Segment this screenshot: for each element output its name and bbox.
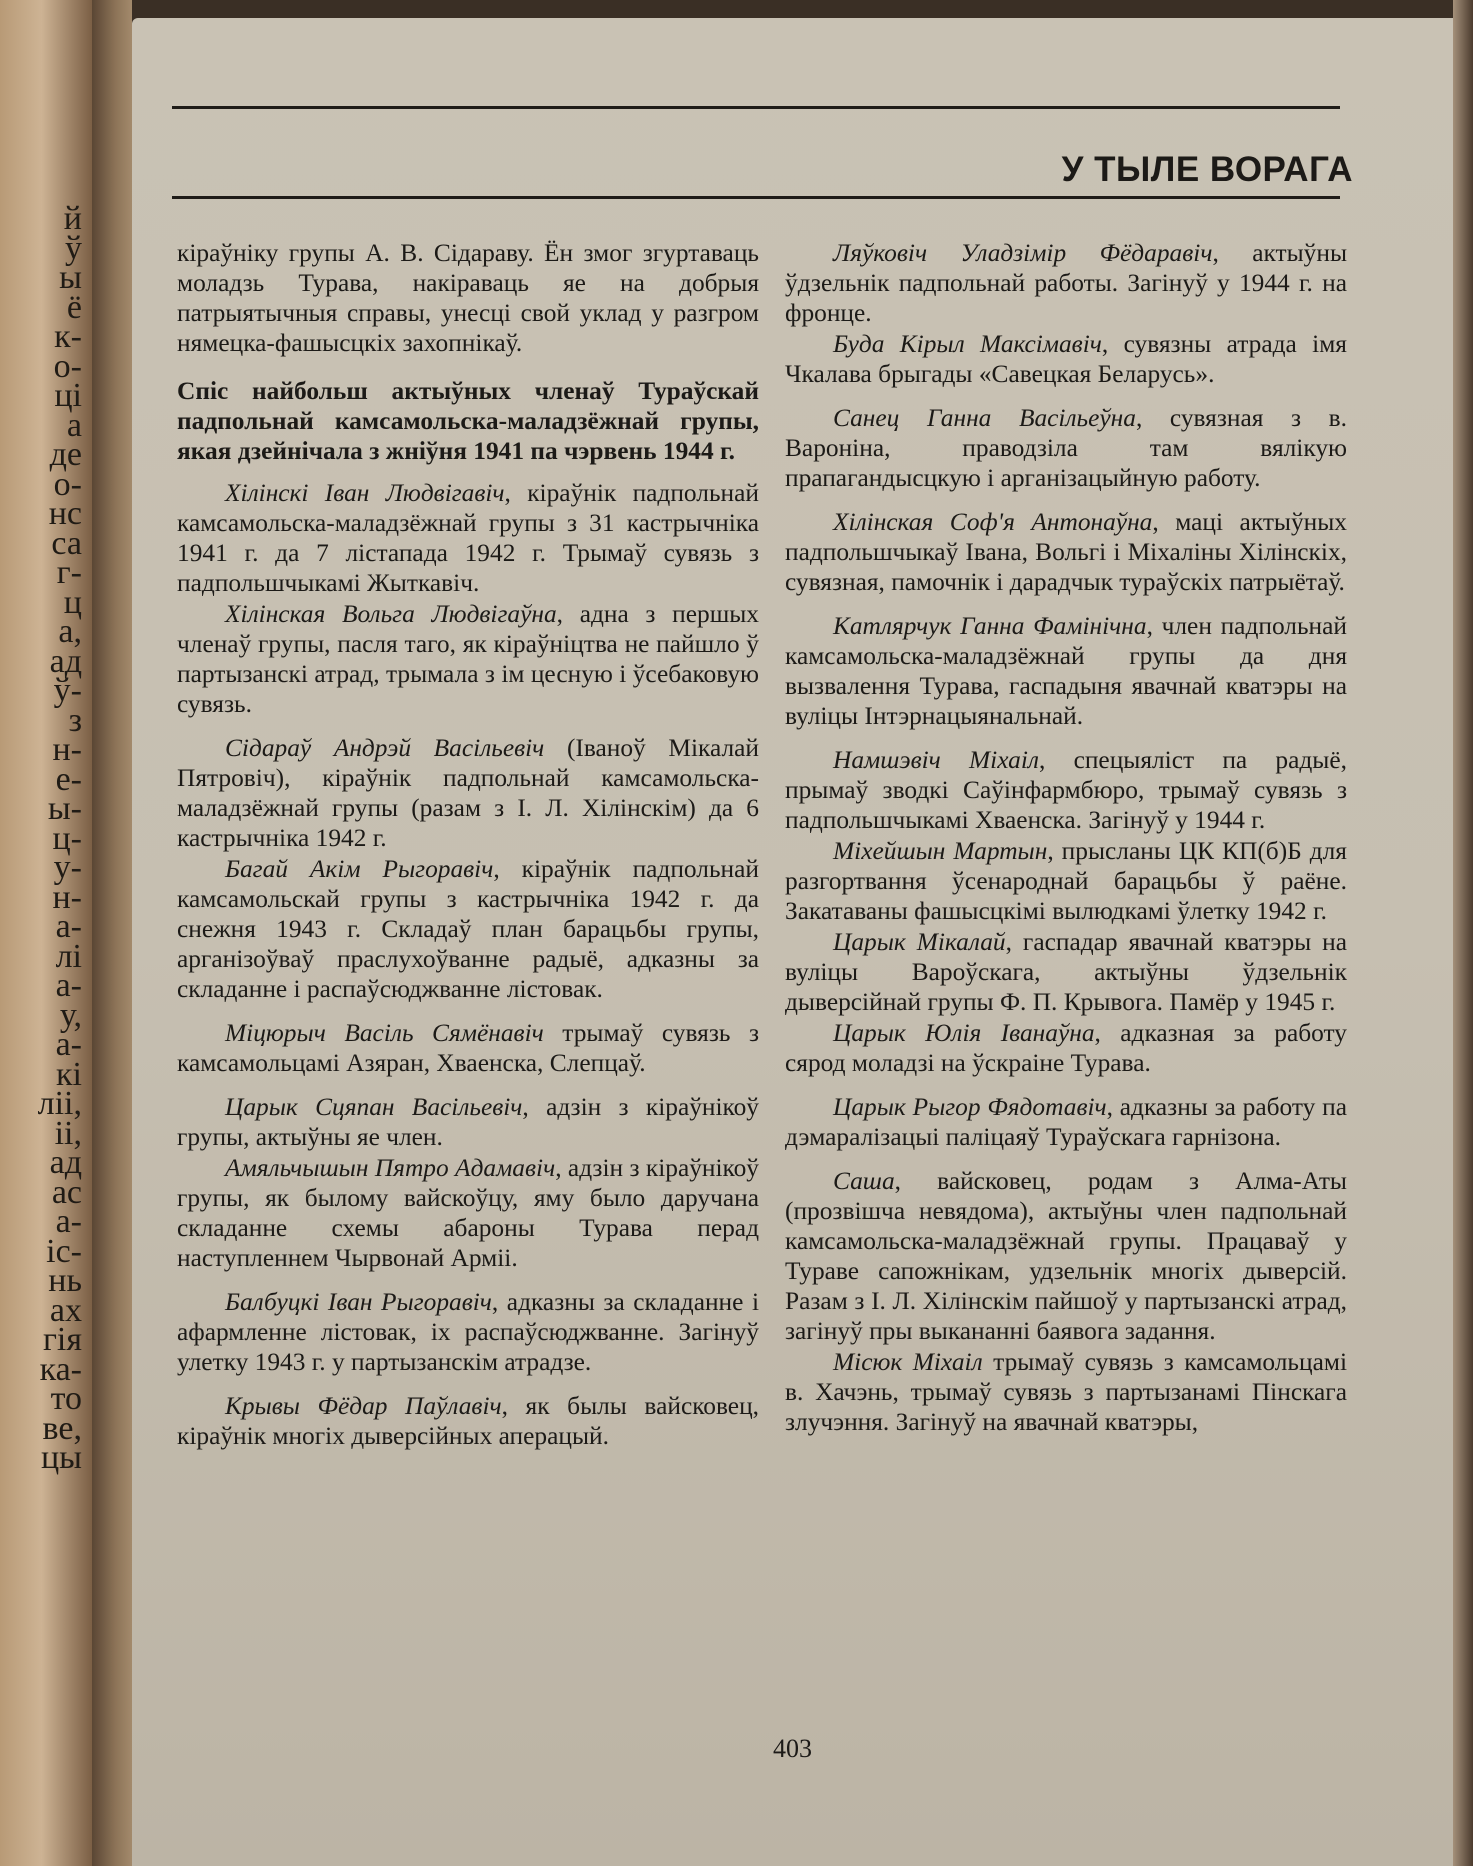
- running-header-title: У ТЫЛЕ ВОРАГА: [1061, 150, 1353, 189]
- person-name: Амяльчышын Пятро Адамавіч: [225, 1154, 556, 1182]
- left-page-fragment: а-: [55, 908, 82, 945]
- person-name: Хілінскі Іван Людвігавіч: [225, 479, 505, 507]
- person-name: Царык Мікалай: [833, 928, 1006, 956]
- entry-text: , кіраўнік падпольнай камсамольскай групы з кастрычніка 1942 г. да снежня 1943 г. Складаў план барацьбы групы, арганізоўваў праслухоўванне радыё, адказны за складанне і распаўсюджванне лістовак.: [177, 855, 759, 1003]
- entry-paragraph: [177, 733, 759, 853]
- left-page-fragment: лі: [55, 937, 82, 975]
- left-page-fragment: гія: [42, 1321, 82, 1358]
- entry-text: , спецыяліст па радыё, прымаў зводкі Саўінфармбюро, трымаў сувязь з падпольшчыкамі Хваенска. Загінуў у 1944 г.: [785, 746, 1347, 834]
- left-page-fragment: ў: [65, 229, 82, 267]
- left-page-fragment: з: [68, 701, 82, 739]
- right-entries-list: [785, 238, 1347, 1437]
- left-page-fragment: ад: [49, 642, 82, 680]
- entry-paragraph: [785, 611, 1347, 731]
- person-name: Царык Юлія Іванаўна: [833, 1019, 1095, 1047]
- left-page-fragment: ад: [49, 1144, 82, 1181]
- entry-text: , адзін з кіраўнікоў групы, як былому вайскоўцу, яму было даручана складанне схемы абароны Турава перад наступленнем Чырвонай Арміі.: [177, 1154, 759, 1272]
- person-name: Сідараў Андрэй Васільевіч: [225, 734, 545, 762]
- left-page-fragment: ў-: [53, 672, 82, 709]
- left-page-fragment: а-: [55, 1203, 82, 1240]
- entry-text: , сувязны атрада імя Чкалава брыгады «Савецкая Беларусь».: [785, 330, 1347, 388]
- entry-text: , прысланы ЦК КП(б)Б для разгортвання ўсенароднай барацьбы ў раёне. Закатаваны фашысцкімі вылюдкамі ўлетку 1942 г.: [785, 837, 1347, 925]
- entry-text: , адна з першых членаў групы, пасля таго, як кіраўніцтва не пайшло ў партызанскі атрад, трымала з ім цесную і ўсебаковую сувязь.: [177, 600, 759, 718]
- left-page-fragment: н-: [52, 731, 82, 768]
- entry-paragraph: [785, 1018, 1347, 1078]
- entry-text: , кіраўнік падпольнай камсамольска-маладзёжнай групы з 31 кастрычніка 1941 г. да 7 лістапада 1942 г. Трымаў сувязь з падпольшчыкамі Жыткавіч.: [177, 479, 759, 597]
- person-name: Царык Сцяпан Васільевіч: [225, 1093, 523, 1121]
- list-heading: Спіс найбольш актыўных членаў Тураўскай падпольнай камсамольска-маладзёжнай групы, якая дзейнічала з жніўня 1941 па чэрвень 1944 г.: [177, 377, 759, 465]
- left-page-edge: [0, 0, 92, 1866]
- entry-paragraph: [177, 1092, 759, 1152]
- entry-text: , адказная за работу сярод моладзі на ўскраіне Турава.: [785, 1019, 1347, 1077]
- left-page-fragment: іі,: [54, 1114, 82, 1152]
- header-rule-top: [172, 106, 1340, 109]
- entry-text: , адзін з кіраўнікоў групы, актыўны яе член.: [177, 1093, 759, 1151]
- entry-text: трымаў сувязь з камсамольцамі в. Хачэнь, трымаў сувязь з партызанамі Пінскага злучэння. Загінуў на явачнай кватэры,: [785, 1348, 1347, 1436]
- entry-paragraph: [785, 238, 1347, 328]
- entry-paragraph: [177, 1391, 759, 1451]
- left-page-fragment: де: [49, 436, 82, 473]
- left-page-fragment: кі: [56, 1055, 82, 1093]
- entry-paragraph: [177, 1287, 759, 1377]
- left-page-fragment: цы: [40, 1439, 82, 1476]
- entry-text: , маці актыўных падпольшчыкаў Івана, Вольгі і Міхаліны Хілінскіх, сувязная, памочнік і дарадчык тураўскіх патрыётаў.: [785, 508, 1348, 596]
- person-name: Багай Акім Рыгоравіч: [225, 855, 494, 883]
- entry-text: , гаспадар явачнай кватэры на вуліцы Вароўскага, актыўны ўдзельнік дыверсійнай групы Ф. П. Крывога. Памёр у 1945 г.: [785, 928, 1347, 1016]
- entry-paragraph: [785, 403, 1347, 493]
- left-page-fragment: нс: [48, 495, 82, 532]
- entry-text: , член падпольнай камсамольска-маладзёжнай групы да дня вызвалення Турава, гаспадыня явачнай кватэры на вуліцы Інтэрнацыянальнай.: [785, 612, 1348, 730]
- person-name: Катлярчук Ганна Фамінічна: [833, 612, 1147, 640]
- left-page-fragment: ё: [66, 288, 82, 326]
- left-page-fragment: г-: [56, 554, 82, 591]
- left-page-fragment: у,: [59, 996, 82, 1034]
- person-name: Міхейшын Мартын: [833, 837, 1048, 865]
- entry-paragraph: [177, 854, 759, 1004]
- person-name: Балбуцкі Іван Рыгоравіч: [225, 1288, 492, 1316]
- left-entries-list: [177, 478, 759, 1451]
- left-page-fragment: у-: [53, 849, 82, 886]
- entry-paragraph: [177, 478, 759, 598]
- page-number: 403: [773, 1734, 812, 1763]
- entry-paragraph: [785, 1092, 1347, 1152]
- entry-text: , сувязная з в. Вароніна, праводзіла там вялікую прапагандысцкую і арганізацыйную работу.: [785, 404, 1347, 492]
- person-name: Хілінская Соф'я Антонаўна: [833, 508, 1153, 536]
- left-page-fragment: ас: [51, 1173, 82, 1211]
- right-page-edge: [1453, 0, 1473, 1866]
- left-page-fragment: а-: [55, 967, 82, 1004]
- person-name: Намшэвіч Міхаіл: [833, 746, 1039, 774]
- left-page-fragment: іс-: [46, 1232, 82, 1270]
- left-page-fragment: к-: [54, 318, 82, 355]
- right-text-column: [785, 238, 1347, 1438]
- left-page-fragment: е-: [55, 760, 82, 798]
- person-name: Місюк Міхаіл: [833, 1348, 983, 1376]
- person-name: Крывы Фёдар Паўлавіч: [225, 1392, 502, 1420]
- left-page-fragment: са: [51, 524, 82, 562]
- entry-text: , вайсковец, родам з Алма-Аты (прозвішча невядома), актыўны член падпольнай камсамольска-маладзёжнай групы. Працаваў у Тураве сапожнікам, удзельнік многіх дыверсій. Разам з І. Л. Хілінскім пайшоў у партызанскі атрад, загінуў пры выкананні баявога задання.: [785, 1167, 1347, 1345]
- person-name: Царык Рыгор Фядотавіч: [833, 1093, 1107, 1121]
- left-page-fragment: ц: [63, 583, 82, 621]
- left-page-fragment: то: [50, 1380, 82, 1417]
- left-page-fragment: ы: [59, 259, 82, 296]
- book-page: [132, 18, 1453, 1866]
- entry-text: , актыўны ўдзельнік падпольнай работы. Загінуў у 1944 г. на фронце.: [785, 239, 1348, 327]
- left-page-fragment: ы-: [47, 790, 82, 827]
- left-page-fragment: ці: [54, 377, 82, 414]
- left-page-fragment: нь: [48, 1262, 82, 1299]
- entry-paragraph: [785, 745, 1347, 835]
- entry-paragraph: [177, 599, 759, 719]
- left-page-fragment: о-: [53, 465, 82, 503]
- entry-paragraph: [785, 329, 1347, 389]
- person-name: Санец Ганна Васільеўна: [833, 404, 1136, 432]
- person-name: Саша: [833, 1167, 895, 1195]
- left-page-fragment: й: [63, 200, 82, 237]
- entry-paragraph: [785, 836, 1347, 926]
- entry-text: (Іваноў Мікалай Пятровіч), кіраўнік падпольнай камсамольска-маладзёжнай групы (разам з І. Л. Хілінскім) да 6 кастрычніка 1942 г.: [177, 734, 759, 852]
- header-rule-bottom: [172, 196, 1340, 199]
- entry-paragraph: [785, 927, 1347, 1017]
- intro-paragraph: кіраўніку групы А. В. Сідараву. Ён змог згуртаваць моладзь Турава, накіраваць яе на добрыя патрыятычныя справы, унесці свой уклад у разгром нямецка-фашысцкіх захопнікаў.: [177, 239, 759, 357]
- left-page-fragment: о-: [53, 347, 82, 385]
- left-page-fragment: а-: [55, 1026, 82, 1063]
- person-name: Міцюрыч Васіль Сямёнавіч: [225, 1019, 544, 1047]
- left-page-fragment: ліі,: [37, 1085, 82, 1122]
- entry-paragraph: [785, 507, 1347, 597]
- entry-text: трымаў сувязь з камсамольцамі Азяран, Хваенска, Слепцаў.: [177, 1019, 759, 1077]
- left-page-fragment: ах: [49, 1291, 82, 1329]
- entry-text: , адказны за работу па дэмаралізацыі паліцаяў Тураўскага гарнізона.: [785, 1093, 1347, 1151]
- entry-text: , як былы вайсковец, кіраўнік многіх дыверсійных аперацый.: [177, 1392, 759, 1450]
- left-page-fragment: ве,: [42, 1409, 82, 1447]
- entry-text: , адказны за складанне і афармленне лістовак, іх распаўсюджванне. Загінуў улетку 1943 г. у партызанскім атрадзе.: [177, 1288, 759, 1376]
- entry-paragraph: [785, 1166, 1347, 1346]
- person-name: Ляўковіч Уладзімір Фёдаравіч: [833, 239, 1213, 267]
- entry-paragraph: [177, 1018, 759, 1078]
- left-page-fragment: ка-: [39, 1350, 82, 1388]
- person-name: Буда Кірыл Максімавіч: [833, 330, 1102, 358]
- left-page-fragment: а,: [58, 613, 82, 650]
- book-spine: [92, 0, 132, 1866]
- person-name: Хілінская Вольга Людвігаўна: [225, 600, 557, 628]
- left-text-column: [177, 238, 759, 1452]
- left-page-fragment: а: [66, 406, 82, 444]
- entry-paragraph: [785, 1347, 1347, 1437]
- left-page-fragment: ц-: [52, 819, 82, 857]
- entry-paragraph: [177, 1153, 759, 1273]
- left-page-fragment: н-: [52, 878, 82, 916]
